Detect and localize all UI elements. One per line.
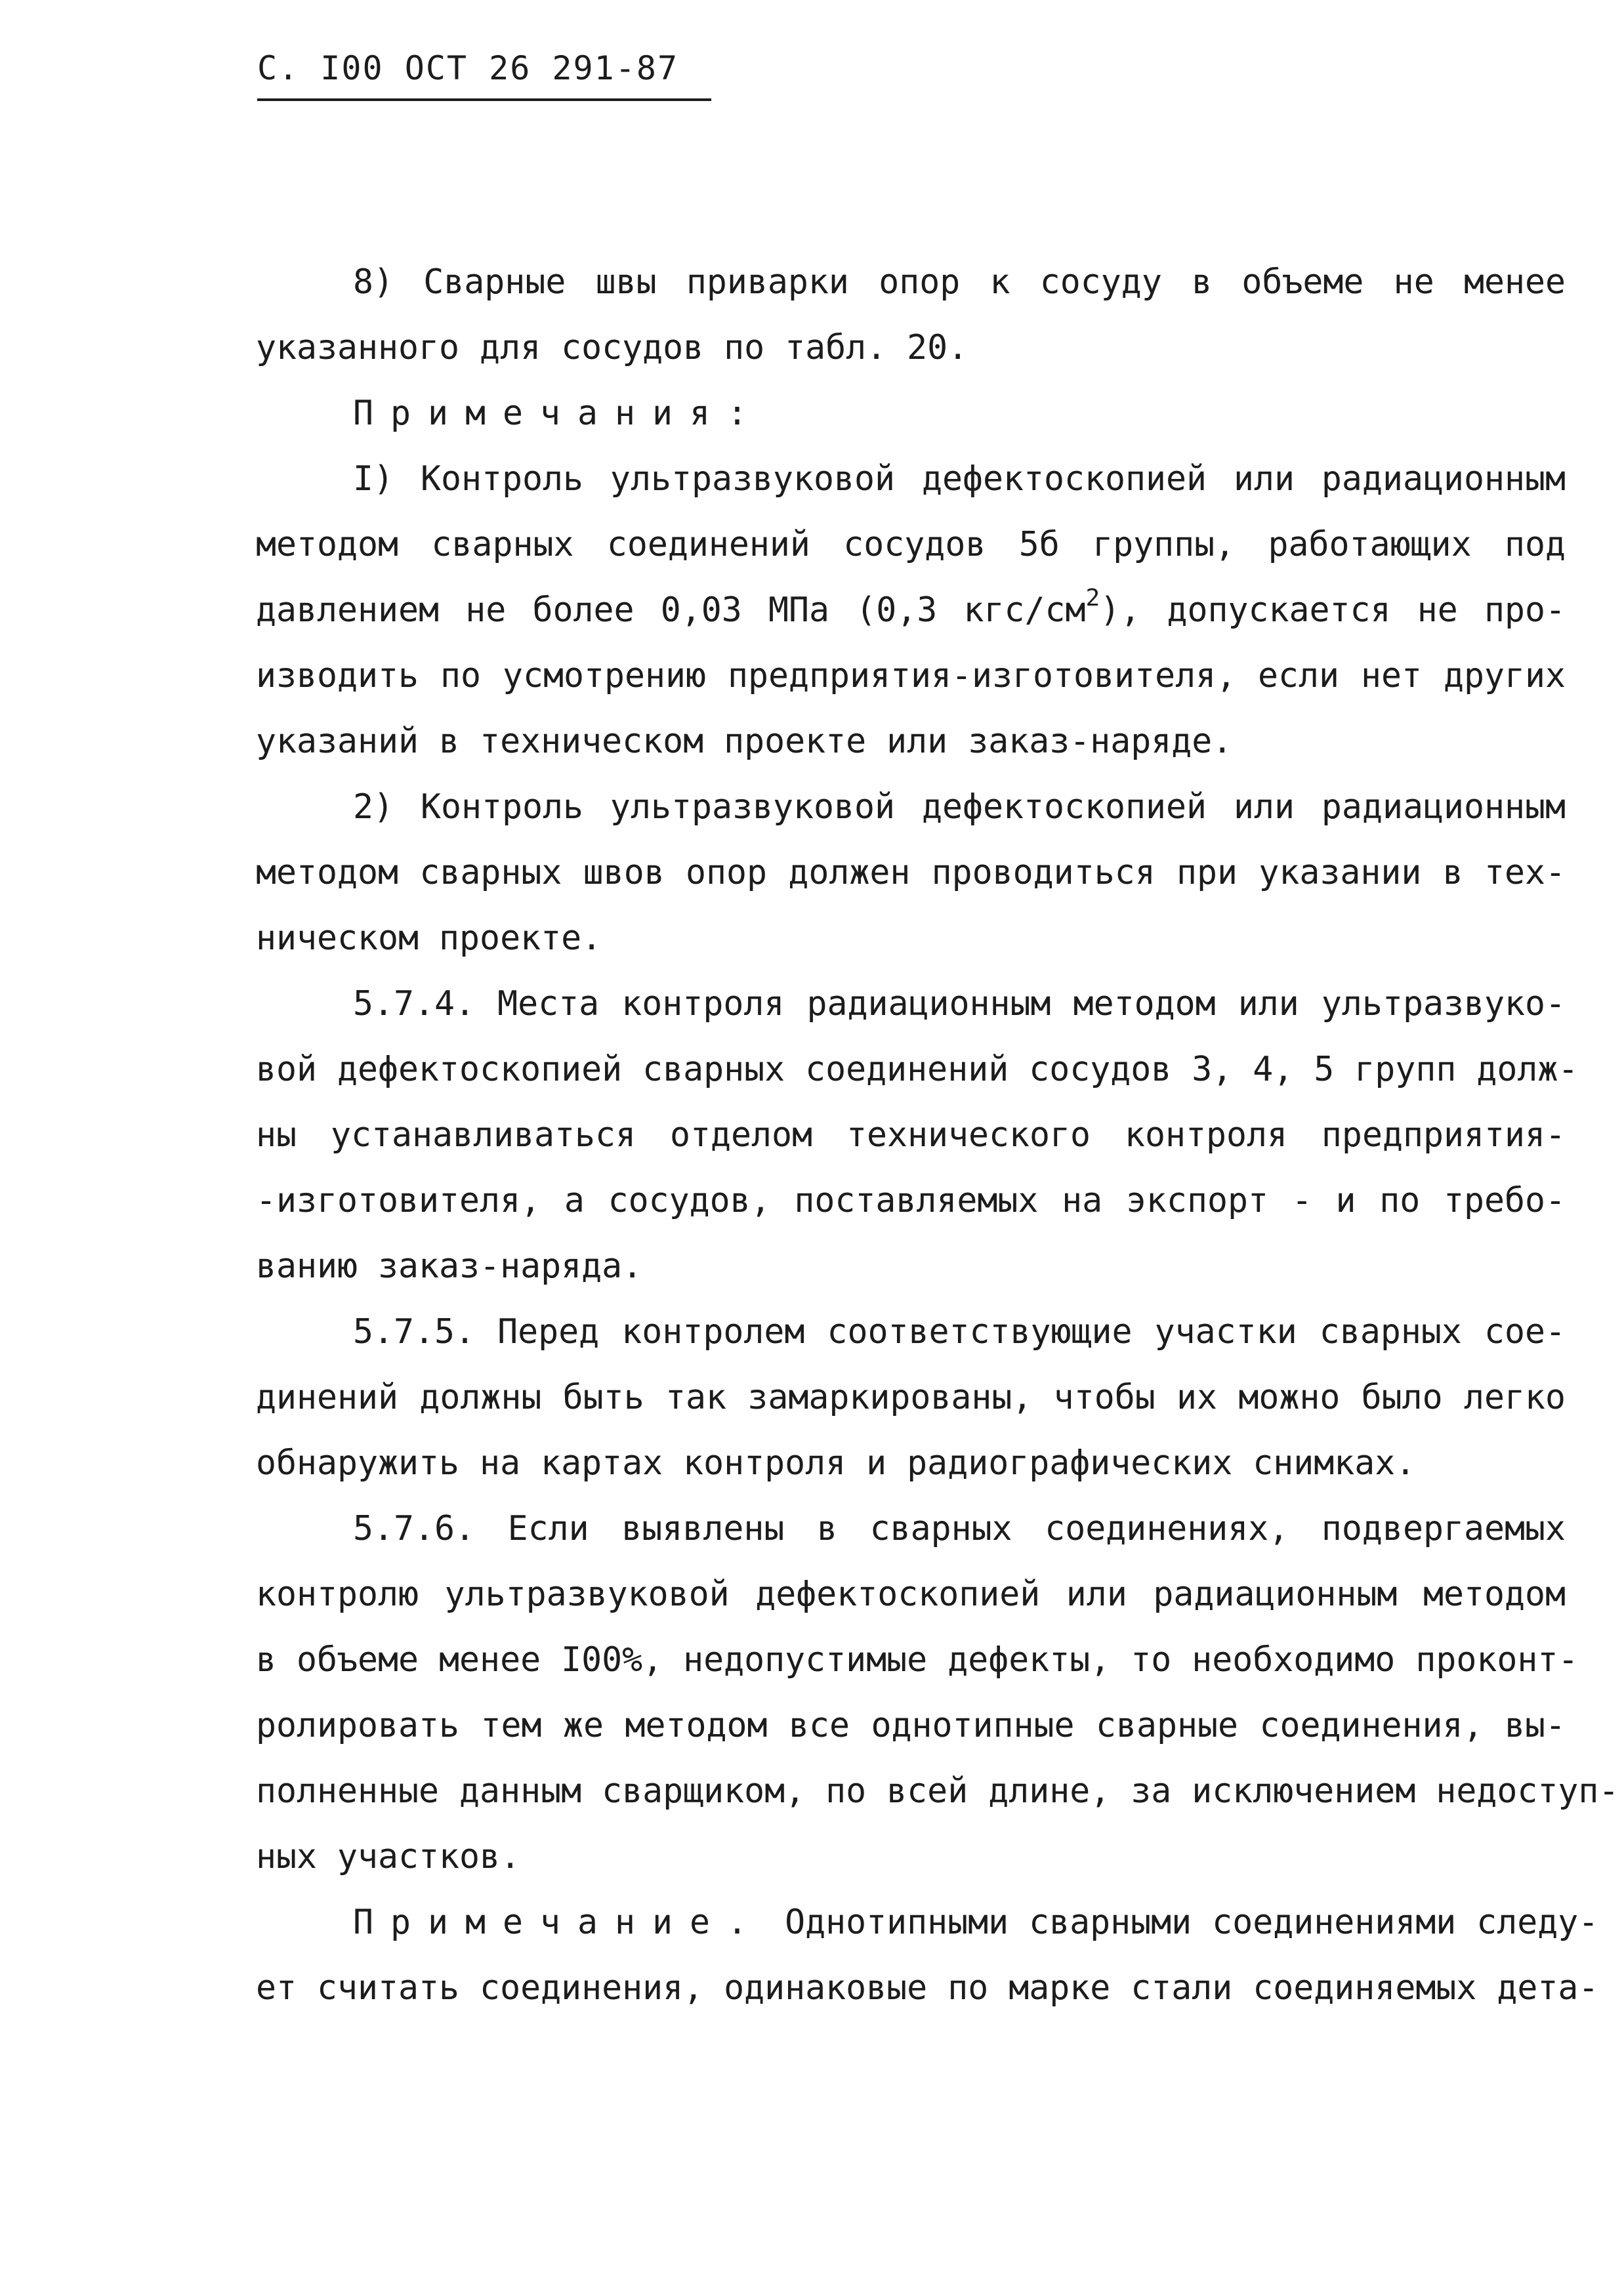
text-line: 2) Контроль ультразвуковой дефектоскопией или радиационным bbox=[353, 787, 1566, 827]
text-line: I) Контроль ультразвуковой дефектоскопией или радиационным bbox=[353, 459, 1566, 499]
header-underline bbox=[257, 98, 711, 101]
text-line: -изготовителя, а сосудов, поставляемых на экспорт - и по требо- bbox=[256, 1181, 1566, 1220]
text-line: методом сварных швов опор должен проводиться при указании в тех- bbox=[256, 853, 1566, 892]
text-line: указанного для сосудов по табл. 20. bbox=[256, 328, 968, 367]
text-line: ролировать тем же методом все однотипные сварные соединения, вы- bbox=[256, 1706, 1566, 1745]
text-line-with-superscript bbox=[256, 577, 1566, 643]
text-line: 5.7.5. Перед контролем соответствующие участки сварных сое- bbox=[353, 1312, 1566, 1352]
notes-heading: Примечания: bbox=[353, 394, 765, 433]
text-line-with-heading bbox=[353, 1890, 1599, 1955]
text-line: динений должны быть так замаркированы, чтобы их можно было легко bbox=[256, 1378, 1566, 1417]
text-line: изводить по усмотрению предприятия-изготовителя, если нет других bbox=[256, 656, 1566, 695]
text-line: полненные данным сварщиком, по всей длине, за исключением недоступ- bbox=[256, 1771, 1619, 1811]
text-fragment: ), допускается не про- bbox=[1100, 590, 1566, 630]
text-line: ны устанавливаться отделом технического контроля предприятия- bbox=[256, 1115, 1566, 1155]
text-line: 5.7.4. Места контроля радиационным методом или ультразвуко- bbox=[353, 984, 1566, 1024]
text-line: 8) Сварные швы приварки опор к сосуду в объеме не менее bbox=[353, 262, 1566, 302]
text-line: ническом проекте. bbox=[256, 919, 602, 958]
text-line: обнаружить на картах контроля и радиографических снимках. bbox=[256, 1443, 1416, 1483]
text-line: методом сварных соединений сосудов 5б группы, работающих под bbox=[256, 525, 1566, 564]
text-line: ных участков. bbox=[256, 1837, 521, 1876]
text-line: 5.7.6. Если выявлены в сварных соединениях, подвергаемых bbox=[353, 1509, 1566, 1548]
text-line: ет считать соединения, одинаковые по марке стали соединяемых дета- bbox=[256, 1968, 1599, 2008]
text-line: в объеме менее I00%, недопустимые дефекты, то необходимо проконт- bbox=[256, 1640, 1579, 1680]
text-line: вой дефектоскопией сварных соединений сосудов 3, 4, 5 групп долж- bbox=[256, 1050, 1579, 1089]
text-line: ванию заказ-наряда. bbox=[256, 1247, 643, 1286]
page-header: С. I00 ОСТ 26 291-87 bbox=[257, 49, 679, 87]
text-fragment: Однотипными сварными соединениями следу- bbox=[764, 1903, 1599, 1942]
superscript: 2 bbox=[1085, 584, 1100, 611]
note-heading: Примечание. bbox=[353, 1903, 765, 1942]
text-line: контролю ультразвуковой дефектоскопией или радиационным методом bbox=[256, 1575, 1566, 1614]
text-line: указаний в техническом проекте или заказ-наряде. bbox=[256, 722, 1233, 761]
text-fragment: давлением не более 0,03 МПа (0,3 кгс/см bbox=[256, 590, 1086, 630]
